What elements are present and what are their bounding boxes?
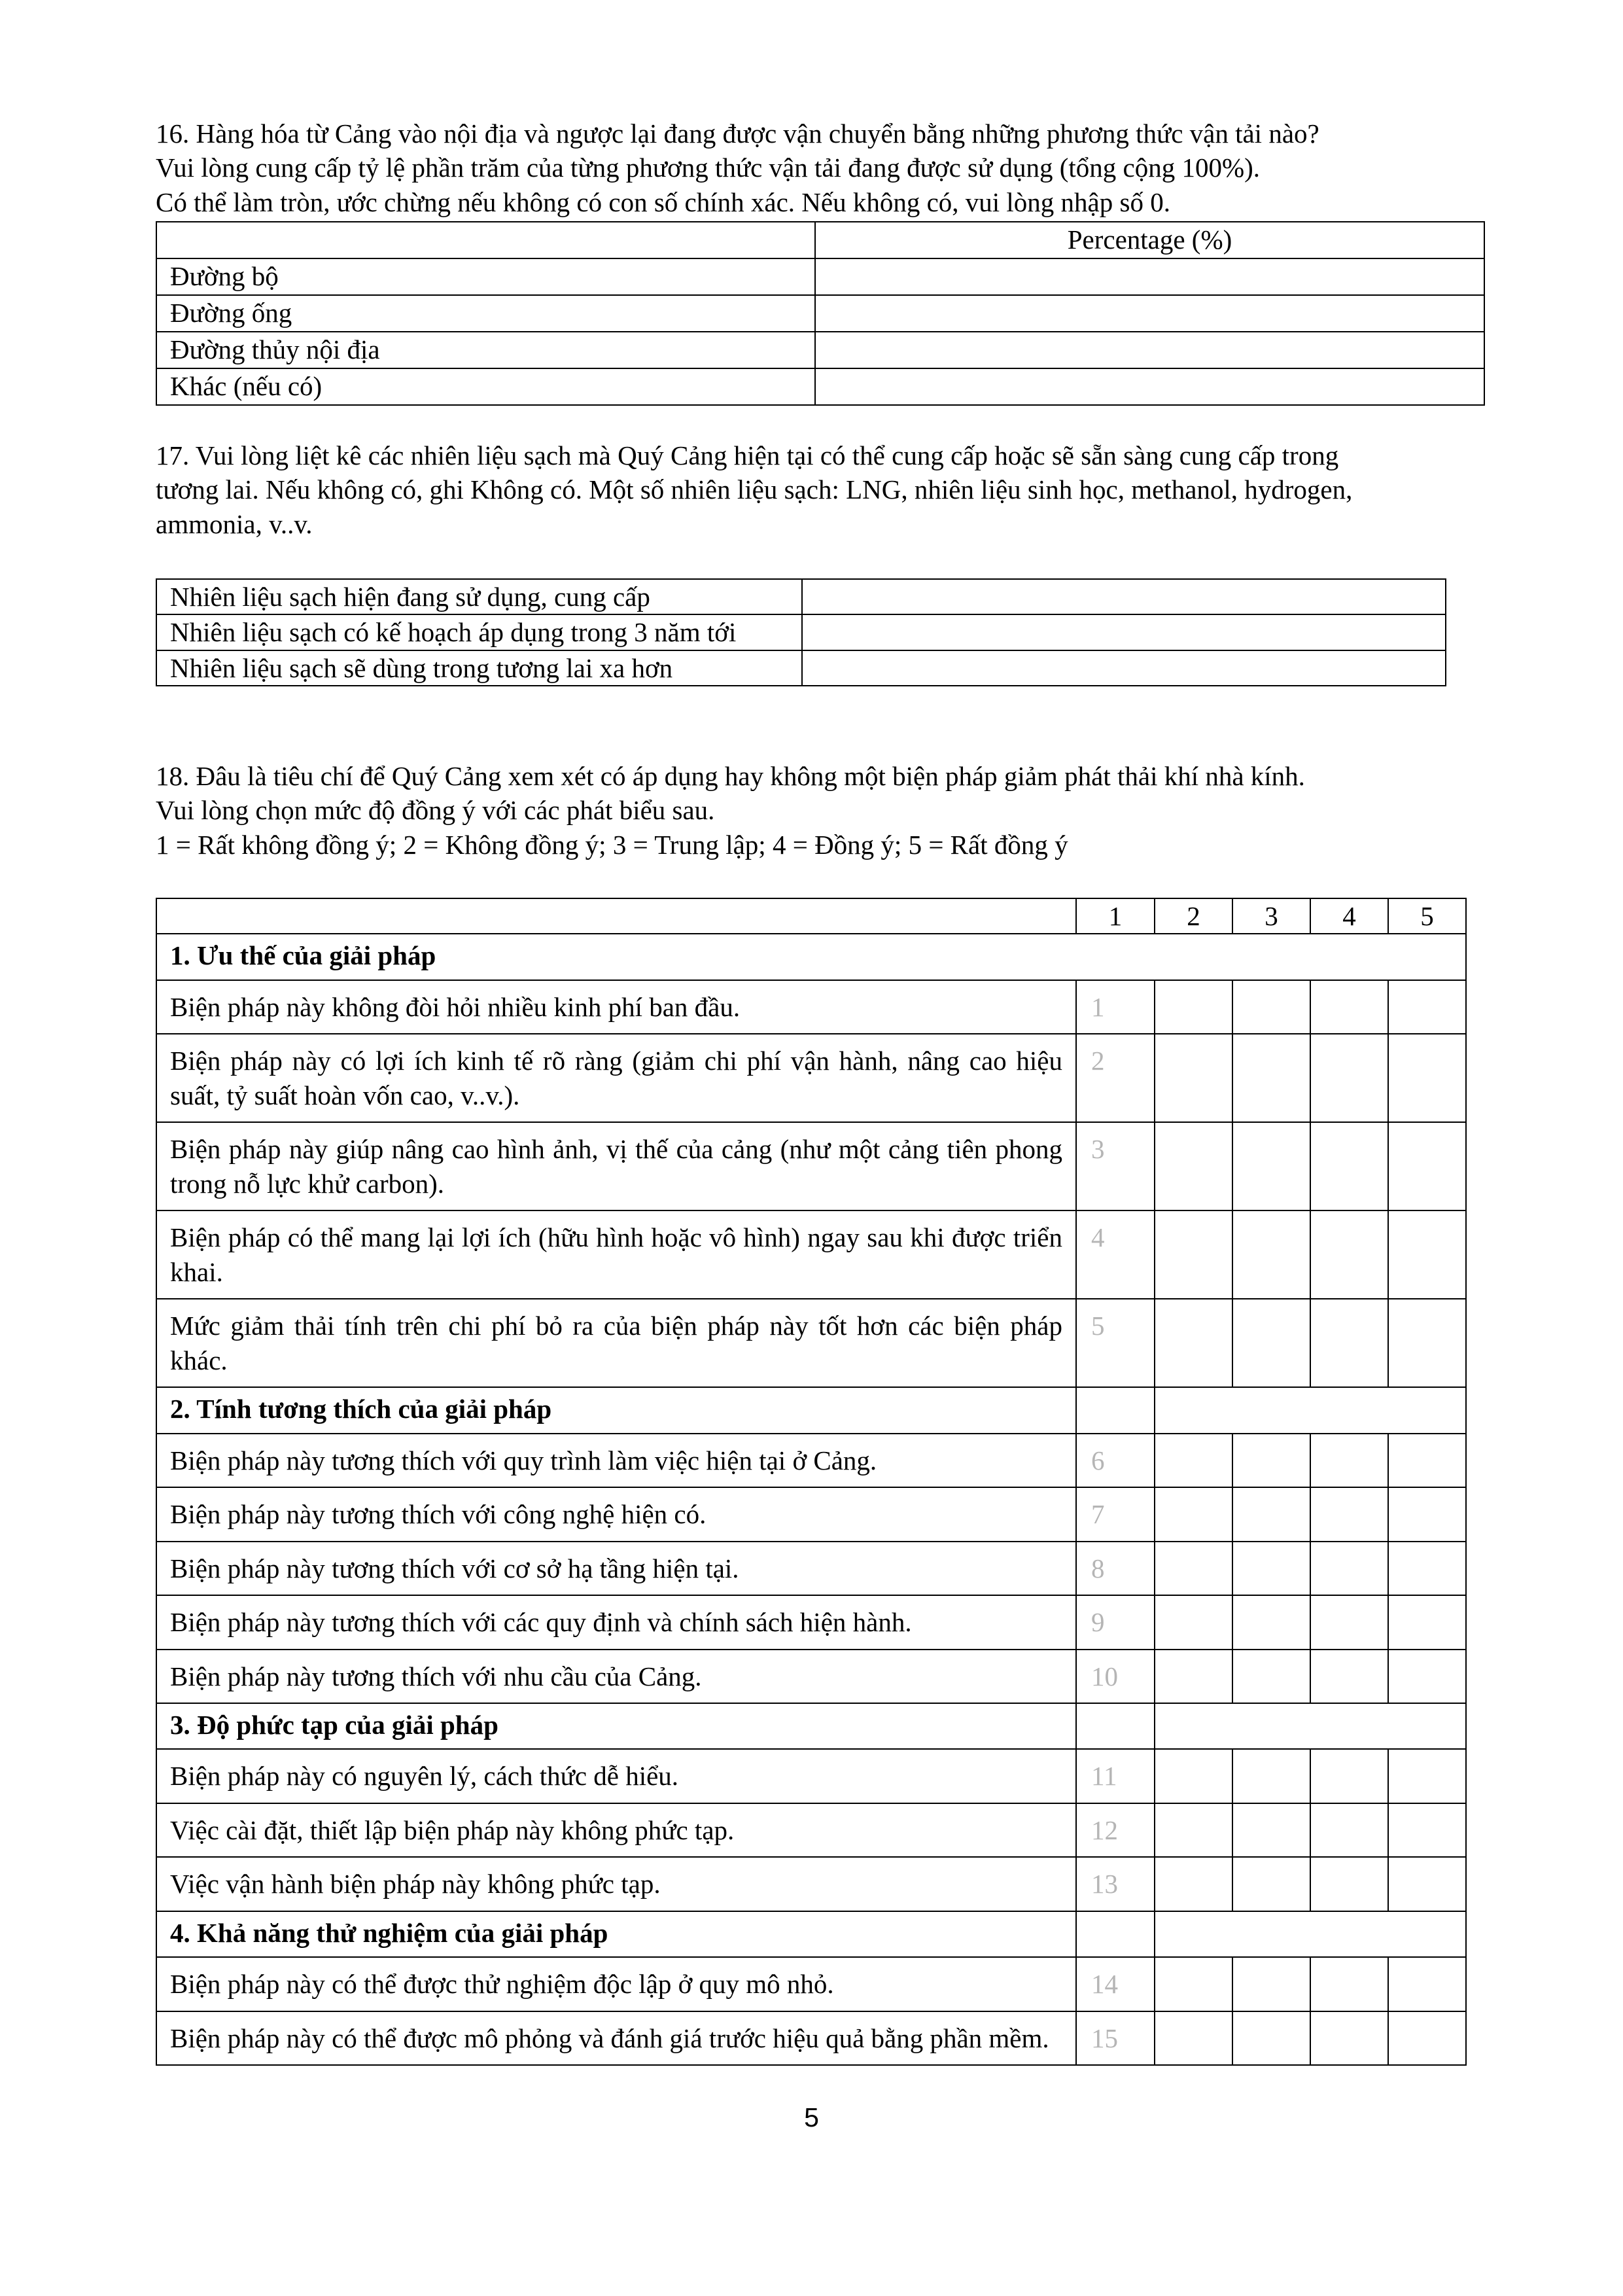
rating-cell-3[interactable] bbox=[1232, 1542, 1310, 1595]
rating-cell-2[interactable] bbox=[1155, 980, 1232, 1034]
transport-mode-label: Đường ống bbox=[156, 295, 815, 332]
scale-header-row bbox=[156, 898, 1466, 934]
criterion-row bbox=[156, 1857, 1466, 1911]
rating-cell-2[interactable] bbox=[1155, 1957, 1232, 2011]
rating-cell-3[interactable] bbox=[1232, 980, 1310, 1034]
page-number: 5 bbox=[804, 2102, 819, 2132]
clean-fuel-table bbox=[156, 578, 1446, 686]
criterion-row bbox=[156, 2011, 1466, 2065]
rating-cell-5[interactable] bbox=[1388, 1122, 1466, 1210]
rating-cell-1[interactable]: 2 bbox=[1076, 1034, 1155, 1122]
rating-cell-1[interactable]: 15 bbox=[1076, 2011, 1155, 2065]
rating-cell-2[interactable] bbox=[1155, 2011, 1232, 2065]
rating-cell-1[interactable]: 9 bbox=[1076, 1595, 1155, 1649]
question-17 bbox=[156, 438, 1484, 541]
question-18-line-1: 18. Đâu là tiêu chí để Quý Cảng xem xét có áp dụng hay không một biện pháp giảm phát thải khí nhà kính. bbox=[156, 761, 1305, 791]
rating-cell-4[interactable] bbox=[1310, 1122, 1388, 1210]
criterion-row bbox=[156, 1299, 1466, 1387]
criterion-text: Biện pháp này tương thích với quy trình làm việc hiện tại ở Cảng. bbox=[156, 1434, 1076, 1487]
rating-cell-5[interactable] bbox=[1388, 980, 1466, 1034]
empty-header-cell bbox=[156, 898, 1076, 934]
rating-cell-1[interactable]: 12 bbox=[1076, 1803, 1155, 1857]
criterion-row bbox=[156, 1749, 1466, 1803]
transport-mode-label: Đường thủy nội địa bbox=[156, 332, 815, 368]
rating-cell-4[interactable] bbox=[1310, 1803, 1388, 1857]
section-empty-cell bbox=[1155, 1387, 1466, 1433]
criterion-text: Biện pháp này có lợi ích kinh tế rõ ràng (giảm chi phí vận hành, nâng cao hiệu suất, tỷ suất hoàn vốn cao, v..v.). bbox=[156, 1034, 1076, 1122]
rating-cell-3[interactable] bbox=[1232, 1650, 1310, 1703]
rating-cell-3[interactable] bbox=[1232, 1122, 1310, 1210]
rating-cell-3[interactable] bbox=[1232, 1210, 1310, 1299]
rating-cell-2[interactable] bbox=[1155, 1749, 1232, 1803]
criterion-text: Biện pháp này có nguyên lý, cách thức dễ hiểu. bbox=[156, 1749, 1076, 1803]
criterion-text: Biện pháp này tương thích với các quy định và chính sách hiện hành. bbox=[156, 1595, 1076, 1649]
question-16-line-2: Vui lòng cung cấp tỷ lệ phần trăm của từng phương thức vận tải đang được sử dụng (tổng cộng 100%). bbox=[156, 152, 1261, 183]
rating-cell-1[interactable]: 13 bbox=[1076, 1857, 1155, 1911]
table-header-row bbox=[156, 222, 1484, 258]
rating-cell-3[interactable] bbox=[1232, 1434, 1310, 1487]
rating-cell-5[interactable] bbox=[1388, 1434, 1466, 1487]
criterion-row bbox=[156, 1122, 1466, 1210]
section-title: 2. Tính tương thích của giải pháp bbox=[156, 1387, 1076, 1433]
criterion-text: Biện pháp này tương thích với công nghệ hiện có. bbox=[156, 1487, 1076, 1541]
rating-cell-1[interactable]: 11 bbox=[1076, 1749, 1155, 1803]
scale-4-header: 4 bbox=[1310, 898, 1388, 934]
criterion-text: Việc cài đặt, thiết lập biện pháp này không phức tạp. bbox=[156, 1803, 1076, 1857]
section-empty-cell bbox=[1076, 1911, 1155, 1957]
rating-cell-5[interactable] bbox=[1388, 1749, 1466, 1803]
scale-5-header: 5 bbox=[1388, 898, 1466, 934]
criterion-row bbox=[156, 1034, 1466, 1122]
criterion-row bbox=[156, 1487, 1466, 1541]
rating-cell-3[interactable] bbox=[1232, 1957, 1310, 2011]
rating-cell-5[interactable] bbox=[1388, 1299, 1466, 1387]
question-18-line-3: 1 = Rất không đồng ý; 2 = Không đồng ý; 3 = Trung lập; 4 = Đồng ý; 5 = Rất đồng ý bbox=[156, 829, 1068, 860]
criterion-text: Biện pháp có thể mang lại lợi ích (hữu hình hoặc vô hình) ngay sau khi được triển khai. bbox=[156, 1210, 1076, 1299]
section-title: 4. Khả năng thử nghiệm của giải pháp bbox=[156, 1911, 1076, 1957]
transport-mode-table bbox=[156, 221, 1485, 406]
percentage-header: Percentage (%) bbox=[815, 222, 1484, 258]
rating-cell-3[interactable] bbox=[1232, 1595, 1310, 1649]
rating-cell-5[interactable] bbox=[1388, 1034, 1466, 1122]
rating-cell-1[interactable]: 8 bbox=[1076, 1542, 1155, 1595]
criterion-text: Biện pháp này giúp nâng cao hình ảnh, vị thế của cảng (như một cảng tiên phong trong nỗ lực khử carbon). bbox=[156, 1122, 1076, 1210]
rating-cell-5[interactable] bbox=[1388, 1803, 1466, 1857]
criterion-text: Việc vận hành biện pháp này không phức tạp. bbox=[156, 1857, 1076, 1911]
section-row bbox=[156, 1911, 1466, 1957]
rating-cell-2[interactable] bbox=[1155, 1034, 1232, 1122]
rating-cell-1[interactable]: 5 bbox=[1076, 1299, 1155, 1387]
rating-cell-1[interactable]: 6 bbox=[1076, 1434, 1155, 1487]
rating-cell-1[interactable]: 7 bbox=[1076, 1487, 1155, 1541]
rating-cell-4[interactable] bbox=[1310, 1749, 1388, 1803]
likert-table bbox=[156, 898, 1467, 2066]
table-row bbox=[156, 295, 1484, 332]
section-row bbox=[156, 1387, 1466, 1433]
question-16 bbox=[156, 116, 1484, 219]
rating-cell-4[interactable] bbox=[1310, 1034, 1388, 1122]
section-empty-cell bbox=[1076, 1387, 1155, 1433]
section-empty-cell bbox=[1155, 1911, 1466, 1957]
rating-cell-3[interactable] bbox=[1232, 1803, 1310, 1857]
rating-cell-2[interactable] bbox=[1155, 1595, 1232, 1649]
criterion-text: Mức giảm thải tính trên chi phí bỏ ra của biện pháp này tốt hơn các biện pháp khác. bbox=[156, 1299, 1076, 1387]
rating-cell-5[interactable] bbox=[1388, 2011, 1466, 2065]
question-17-line-2: tương lai. Nếu không có, ghi Không có. Một số nhiên liệu sạch: LNG, nhiên liệu sinh học, methanol, hydrogen, bbox=[156, 474, 1353, 505]
rating-cell-1[interactable]: 1 bbox=[1076, 980, 1155, 1034]
criterion-text: Biện pháp này không đòi hỏi nhiều kinh phí ban đầu. bbox=[156, 980, 1076, 1034]
table-row bbox=[156, 332, 1484, 368]
rating-cell-2[interactable] bbox=[1155, 1487, 1232, 1541]
rating-cell-2[interactable] bbox=[1155, 1857, 1232, 1911]
rating-cell-4[interactable] bbox=[1310, 980, 1388, 1034]
clean-fuel-input-cell[interactable] bbox=[802, 614, 1446, 650]
rating-cell-5[interactable] bbox=[1388, 1487, 1466, 1541]
rating-cell-4[interactable] bbox=[1310, 1434, 1388, 1487]
rating-cell-4[interactable] bbox=[1310, 1487, 1388, 1541]
rating-cell-2[interactable] bbox=[1155, 1803, 1232, 1857]
criterion-row bbox=[156, 1542, 1466, 1595]
rating-cell-2[interactable] bbox=[1155, 1542, 1232, 1595]
question-16-line-3: Có thể làm tròn, ước chừng nếu không có con số chính xác. Nếu không có, vui lòng nhập số 0. bbox=[156, 186, 1170, 217]
rating-cell-4[interactable] bbox=[1310, 1595, 1388, 1649]
rating-cell-2[interactable] bbox=[1155, 1122, 1232, 1210]
table-row bbox=[156, 650, 1446, 686]
criterion-row bbox=[156, 1957, 1466, 2011]
transport-mode-label: Đường bộ bbox=[156, 258, 815, 295]
rating-cell-3[interactable] bbox=[1232, 1299, 1310, 1387]
rating-cell-4[interactable] bbox=[1310, 1210, 1388, 1299]
rating-cell-5[interactable] bbox=[1388, 1857, 1466, 1911]
rating-cell-5[interactable] bbox=[1388, 1595, 1466, 1649]
section-empty-cell bbox=[1076, 1703, 1155, 1749]
percentage-input-cell[interactable] bbox=[815, 332, 1484, 368]
section-row bbox=[156, 1703, 1466, 1749]
criterion-text: Biện pháp này tương thích với nhu cầu của Cảng. bbox=[156, 1650, 1076, 1703]
rating-cell-1[interactable]: 3 bbox=[1076, 1122, 1155, 1210]
table-row bbox=[156, 579, 1446, 614]
section-empty-cell bbox=[1155, 1703, 1466, 1749]
percentage-input-cell[interactable] bbox=[815, 295, 1484, 332]
rating-cell-4[interactable] bbox=[1310, 1299, 1388, 1387]
rating-cell-4[interactable] bbox=[1310, 2011, 1388, 2065]
question-16-line-1: 16. Hàng hóa từ Cảng vào nội địa và ngược lại đang được vận chuyển bằng những phương thức vận tải nào? bbox=[156, 118, 1319, 149]
question-17-line-1: 17. Vui lòng liệt kê các nhiên liệu sạch mà Quý Cảng hiện tại có thể cung cấp hoặc sẽ sẵn sàng cung cấp trong bbox=[156, 440, 1339, 470]
criterion-text: Biện pháp này tương thích với cơ sở hạ tầng hiện tại. bbox=[156, 1542, 1076, 1595]
table-row bbox=[156, 258, 1484, 295]
rating-cell-4[interactable] bbox=[1310, 1857, 1388, 1911]
clean-fuel-input-cell[interactable] bbox=[802, 579, 1446, 614]
question-17-line-3: ammonia, v..v. bbox=[156, 508, 313, 539]
clean-fuel-label: Nhiên liệu sạch hiện đang sử dụng, cung cấp bbox=[156, 579, 802, 614]
criterion-row bbox=[156, 1803, 1466, 1857]
rating-cell-3[interactable] bbox=[1232, 1034, 1310, 1122]
rating-cell-3[interactable] bbox=[1232, 1749, 1310, 1803]
scale-3-header: 3 bbox=[1232, 898, 1310, 934]
transport-mode-label: Khác (nếu có) bbox=[156, 368, 815, 405]
rating-cell-1[interactable]: 10 bbox=[1076, 1650, 1155, 1703]
rating-cell-5[interactable] bbox=[1388, 1210, 1466, 1299]
percentage-input-cell[interactable] bbox=[815, 368, 1484, 405]
rating-cell-5[interactable] bbox=[1388, 1542, 1466, 1595]
clean-fuel-label: Nhiên liệu sạch có kế hoạch áp dụng trong 3 năm tới bbox=[156, 614, 802, 650]
criterion-row bbox=[156, 1595, 1466, 1649]
scale-1-header: 1 bbox=[1076, 898, 1155, 934]
rating-cell-1[interactable]: 4 bbox=[1076, 1210, 1155, 1299]
rating-cell-1[interactable]: 14 bbox=[1076, 1957, 1155, 2011]
criterion-text: Biện pháp này có thể được mô phỏng và đánh giá trước hiệu quả bằng phần mềm. bbox=[156, 2011, 1076, 2065]
rating-cell-5[interactable] bbox=[1388, 1650, 1466, 1703]
rating-cell-4[interactable] bbox=[1310, 1542, 1388, 1595]
criterion-row bbox=[156, 980, 1466, 1034]
table-row bbox=[156, 614, 1446, 650]
rating-cell-2[interactable] bbox=[1155, 1434, 1232, 1487]
criterion-text: Biện pháp này có thể được thử nghiệm độc lập ở quy mô nhỏ. bbox=[156, 1957, 1076, 2011]
section-title: 1. Ưu thế của giải pháp bbox=[156, 934, 1466, 980]
question-18-line-2: Vui lòng chọn mức độ đồng ý với các phát biểu sau. bbox=[156, 795, 715, 826]
rating-cell-4[interactable] bbox=[1310, 1957, 1388, 2011]
rating-cell-5[interactable] bbox=[1388, 1957, 1466, 2011]
percentage-input-cell[interactable] bbox=[815, 258, 1484, 295]
rating-cell-3[interactable] bbox=[1232, 1857, 1310, 1911]
criterion-row bbox=[156, 1434, 1466, 1487]
clean-fuel-input-cell[interactable] bbox=[802, 650, 1446, 686]
rating-cell-3[interactable] bbox=[1232, 1487, 1310, 1541]
rating-cell-3[interactable] bbox=[1232, 2011, 1310, 2065]
rating-cell-2[interactable] bbox=[1155, 1650, 1232, 1703]
clean-fuel-label: Nhiên liệu sạch sẽ dùng trong tương lai xa hơn bbox=[156, 650, 802, 686]
table-row bbox=[156, 368, 1484, 405]
rating-cell-2[interactable] bbox=[1155, 1210, 1232, 1299]
question-18 bbox=[156, 759, 1484, 862]
section-row bbox=[156, 934, 1466, 980]
criterion-row bbox=[156, 1650, 1466, 1703]
empty-header-cell bbox=[156, 222, 815, 258]
criterion-row bbox=[156, 1210, 1466, 1299]
section-title: 3. Độ phức tạp của giải pháp bbox=[156, 1703, 1076, 1749]
rating-cell-4[interactable] bbox=[1310, 1650, 1388, 1703]
rating-cell-2[interactable] bbox=[1155, 1299, 1232, 1387]
scale-2-header: 2 bbox=[1155, 898, 1232, 934]
